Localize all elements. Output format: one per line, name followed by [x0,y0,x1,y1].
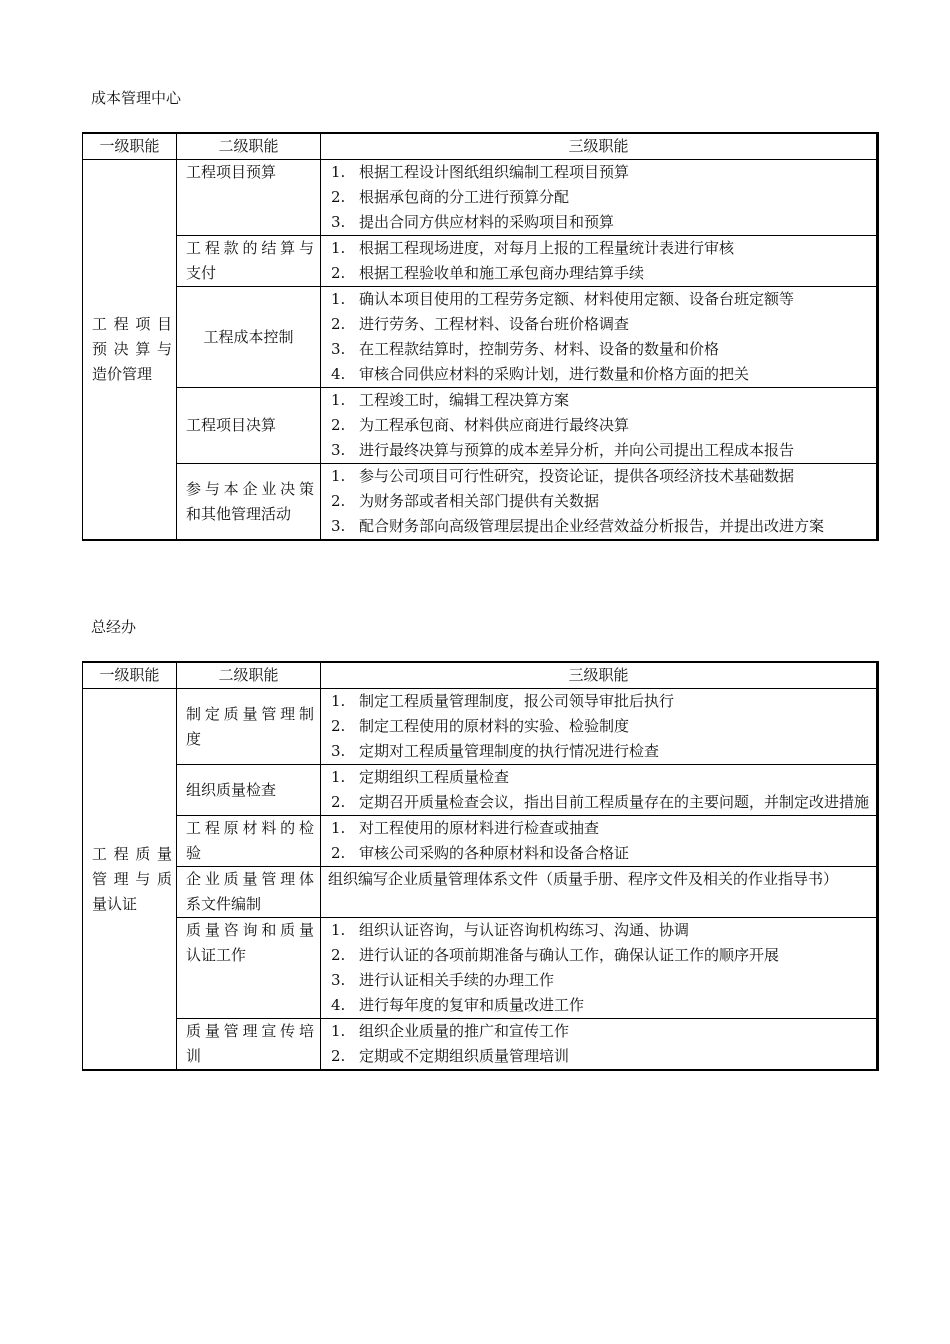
table-row [83,918,878,1019]
level3-text: 组织编写企业质量管理体系文件（质量手册、程序文件及相关的作业指导书） [328,870,839,888]
cost-center-function-table [82,132,879,541]
level2-label: 和其他管理活动 [186,504,292,523]
table-row [83,160,878,236]
table-header-row [83,133,878,160]
level2-label: 认证工作 [186,946,247,964]
list-item: 2. 定期召开质量检查会议，指出目前工程质量存在的主要问题，并制定改进措施 [331,793,870,811]
list-item: 2. 审核公司采购的各种原材料和设备合格证 [331,844,630,862]
level2-label: 验 [186,844,202,862]
level3-cell [321,867,878,918]
level1-cell [83,689,177,1071]
list-item: 2. 为工程承包商、材料供应商进行最终决算 [331,416,630,434]
level3-cell [321,918,878,1019]
section-title-gm-office: 总经办 [91,618,137,636]
list-item: 1. 确认本项目使用的工程劳务定额、材料使用定额、设备台班定额等 [331,290,795,308]
header-level1: 一级职能 [83,133,177,160]
level2-label: 质量咨询和质量 [186,921,314,939]
list-item: 3. 进行最终决算与预算的成本差异分析，并向公司提出工程成本报告 [331,441,795,459]
list-item: 2. 定期或不定期组织质量管理培训 [331,1047,570,1065]
level3-cell [321,287,878,388]
list-item: 1. 参与公司项目可行性研究，投资论证，提供各项经济技术基础数据 [331,467,795,485]
level2-cell [177,388,321,464]
level2-label: 支付 [186,264,217,282]
list-item: 4. 进行每年度的复审和质量改进工作 [331,996,585,1014]
table-row [83,236,878,287]
list-item: 3. 定期对工程质量管理制度的执行情况进行检查 [331,742,660,760]
table-row [83,689,878,765]
table-row [83,867,878,918]
list-item: 1. 定期组织工程质量检查 [331,768,510,786]
level2-cell [177,236,321,287]
level3-cell [321,765,878,816]
header-level1: 一级职能 [83,662,177,689]
list-item: 1. 对工程使用的原材料进行检查或抽查 [331,819,600,837]
level2-label: 工程款的结算与 [186,239,314,257]
list-item: 3. 进行认证相关手续的办理工作 [331,971,555,989]
list-item: 3. 配合财务部向高级管理层提出企业经营效益分析报告，并提出改进方案 [331,517,825,535]
list-item: 2. 进行劳务、工程材料、设备台班价格调查 [331,315,630,333]
level2-cell [177,1019,321,1071]
list-item: 2. 进行认证的各项前期准备与确认工作，确保认证工作的顺序开展 [331,946,780,964]
section-title-cost-center: 成本管理中心 [91,89,182,107]
level2-label: 组织质量检查 [186,780,277,799]
level2-cell [177,918,321,1019]
table-row [83,1019,878,1071]
level1-line: 预 决 算 与 [92,340,172,358]
level2-cell [177,689,321,765]
list-item: 2. 根据工程验收单和施工承包商办理结算手续 [331,264,645,282]
gm-office-function-table [82,661,879,1071]
list-item: 2. 制定工程使用的原材料的实验、检验制度 [331,717,630,735]
level3-cell [321,689,878,765]
list-item: 1. 组织认证咨询，与认证咨询机构练习、沟通、协调 [331,921,690,939]
level2-label: 工程项目预算 [186,163,277,181]
list-item: 1. 根据工程设计图纸组织编制工程项目预算 [331,163,630,181]
level2-label: 度 [186,729,202,748]
level2-label: 训 [186,1047,202,1065]
table-row [83,816,878,867]
level1-line: 量认证 [92,894,138,913]
list-item: 1. 组织企业质量的推广和宣传工作 [331,1022,570,1040]
table-header-row [83,662,878,689]
level2-cell [177,867,321,918]
level3-cell [321,388,878,464]
header-level3: 三级职能 [321,133,878,160]
level2-cell [177,765,321,816]
level3-cell [321,816,878,867]
level3-cell [321,1019,878,1071]
table-row [83,464,878,541]
level1-line: 管 理 与 质 [92,869,172,888]
level3-cell [321,464,878,541]
table-row [83,388,878,464]
level2-label: 系文件编制 [186,895,262,913]
level2-label: 工程项目决算 [186,416,277,434]
level1-line: 工 程 项 目 [92,315,172,333]
level3-cell [321,160,878,236]
list-item: 3. 提出合同方供应材料的采购项目和预算 [331,213,615,231]
list-item: 1. 根据工程现场进度，对每月上报的工程量统计表进行审核 [331,239,735,257]
level2-label: 制定质量管理制 [186,704,314,723]
list-item: 1. 制定工程质量管理制度，报公司领导审批后执行 [331,692,675,710]
level1-line: 造价管理 [92,365,153,383]
table-row [83,765,878,816]
level1-line: 工 程 质 量 [92,844,172,863]
level2-cell [177,287,321,388]
level2-cell [177,464,321,541]
header-level3: 三级职能 [321,662,878,689]
level2-label: 参与本企业决策 [186,479,314,498]
list-item: 1. 工程竣工时，编辑工程决算方案 [331,391,570,409]
table-row [83,287,878,388]
level2-label: 质量管理宣传培 [186,1022,314,1040]
header-level2: 二级职能 [177,133,321,160]
level2-label: 工程原材料的检 [186,819,314,837]
level2-label: 企业质量管理体 [186,870,314,888]
level2-label: 工程成本控制 [203,327,294,346]
level1-cell [83,160,177,541]
level2-cell [177,816,321,867]
header-level2: 二级职能 [177,662,321,689]
list-item: 4. 审核合同供应材料的采购计划，进行数量和价格方面的把关 [331,365,750,383]
list-item: 3. 在工程款结算时，控制劳务、材料、设备的数量和价格 [331,340,720,358]
list-item: 2. 根据承包商的分工进行预算分配 [331,188,570,206]
list-item: 2. 为财务部或者相关部门提供有关数据 [331,492,600,510]
level2-cell [177,160,321,236]
level3-cell [321,236,878,287]
